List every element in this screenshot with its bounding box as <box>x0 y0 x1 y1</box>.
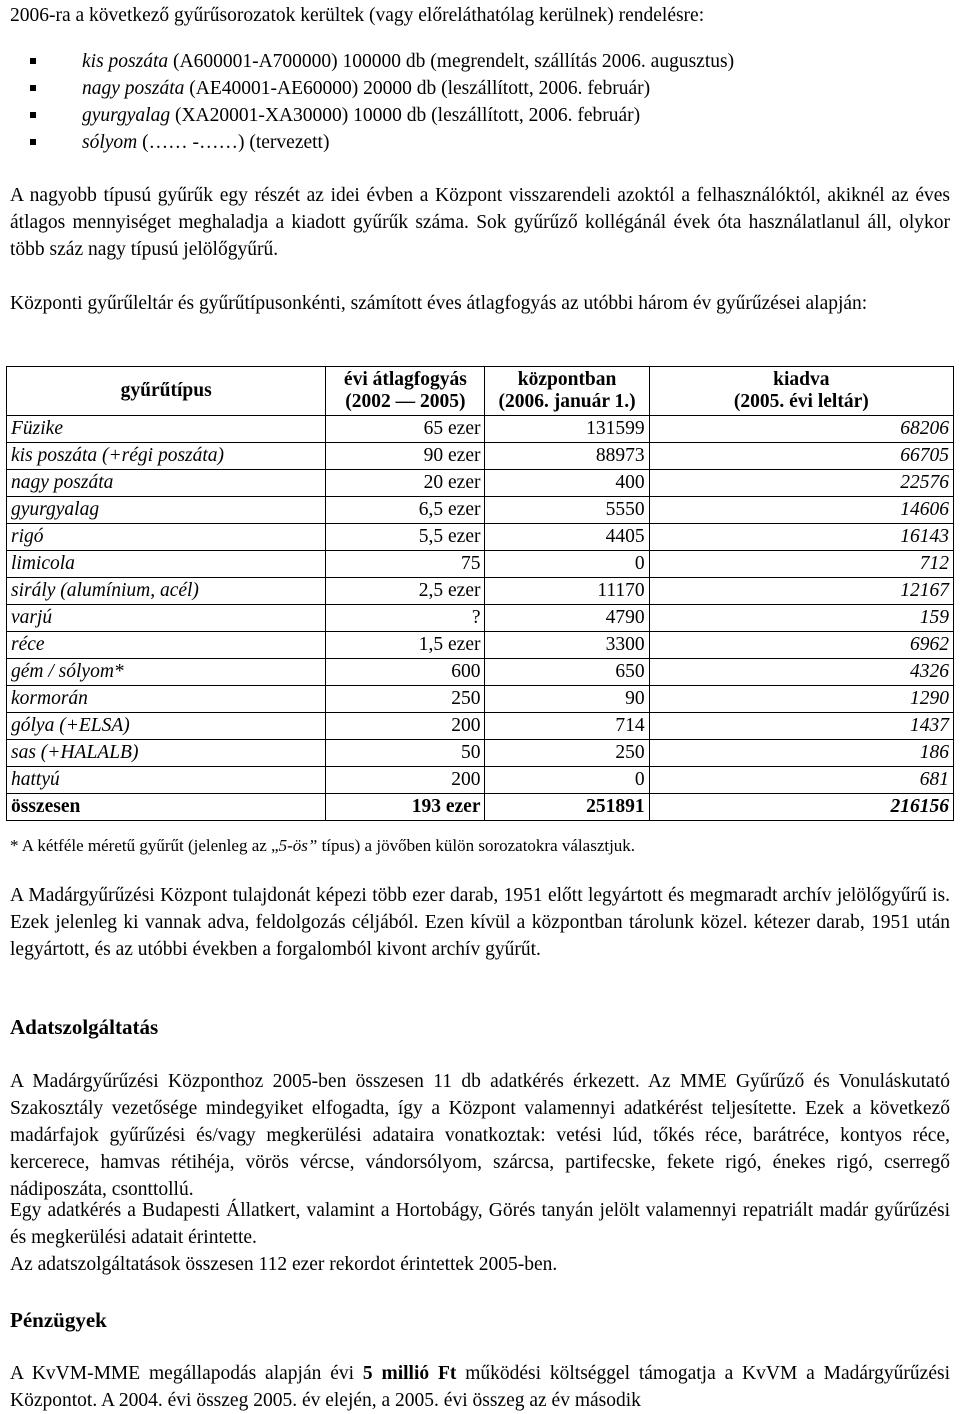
table-row <box>7 740 954 767</box>
cell-ring-type: sirály (alumínium, acél) <box>7 578 326 605</box>
species-name: kis poszáta <box>82 51 169 72</box>
cell-in-centre: 0 <box>485 551 649 578</box>
cell-issued: 4326 <box>649 659 953 686</box>
cell-issued: 159 <box>649 605 953 632</box>
cell-in-centre: 650 <box>485 659 649 686</box>
list-item <box>30 75 734 102</box>
cell-annual-consumption: 50 <box>326 740 485 767</box>
table-row <box>7 551 954 578</box>
header-ring-type: gyűrűtípus <box>7 367 326 416</box>
header-issued: kiadva (2005. évi leltár) <box>649 367 953 416</box>
cell-issued: 1290 <box>649 686 953 713</box>
table-row <box>7 497 954 524</box>
paragraph-archive-rings: A Madárgyűrűzési Központ tulajdonát képezi több ezer darab, 1951 előtt legyártott és megmaradt archív jelölőgyűrű is. Ezek jelenleg ki vannak adva, feldolgozás céljából. Ezen kívül a központban tárolunk közel. kétezer darab, 1951 után legyártott, és az utóbbi években a forgalomból kivont archív gyűrűt. <box>10 885 950 960</box>
cell-ring-type: limicola <box>7 551 326 578</box>
cell-in-centre: 4790 <box>485 605 649 632</box>
cell-issued: 1437 <box>649 713 953 740</box>
cell-annual-consumption: 1,5 ezer <box>326 632 485 659</box>
cell-annual-consumption: 200 <box>326 713 485 740</box>
cell-in-centre: 0 <box>485 767 649 794</box>
cell-ring-type: gólya (+ELSA) <box>7 713 326 740</box>
cell-ring-type: sas (+HALALB) <box>7 740 326 767</box>
paragraph-inventory-intro: Központi gyűrűleltár és gyűrűtípusonkénti, számított éves átlagfogyás az utóbbi három év gyűrűzései alapján: <box>10 293 868 314</box>
cell-in-centre: 90 <box>485 686 649 713</box>
cell-in-centre: 3300 <box>485 632 649 659</box>
cell-annual-consumption: 5,5 ezer <box>326 524 485 551</box>
cell-in-centre: 400 <box>485 470 649 497</box>
cell-issued: 66705 <box>649 443 953 470</box>
cell-in-centre: 5550 <box>485 497 649 524</box>
cell-issued: 22576 <box>649 470 953 497</box>
series-detail: (…… -……) (tervezett) <box>137 132 330 153</box>
list-item <box>30 102 734 129</box>
cell-ring-type: gém / sólyom* <box>7 659 326 686</box>
cell-ring-type: Füzike <box>7 416 326 443</box>
table-row <box>7 659 954 686</box>
total-cell-in-centre: 251891 <box>485 794 649 821</box>
cell-annual-consumption: ? <box>326 605 485 632</box>
cell-issued: 712 <box>649 551 953 578</box>
cell-in-centre: 4405 <box>485 524 649 551</box>
cell-ring-type: rigó <box>7 524 326 551</box>
paragraph-records-total: Az adatszolgáltatások összesen 112 ezer rekordot érintettek 2005-ben. <box>10 1254 558 1275</box>
cell-ring-type: kormorán <box>7 686 326 713</box>
table-row <box>7 686 954 713</box>
table-row <box>7 632 954 659</box>
table-row <box>7 713 954 740</box>
cell-ring-type: réce <box>7 632 326 659</box>
total-cell-issued: 216156 <box>649 794 953 821</box>
cell-ring-type: kis poszáta (+régi poszáta) <box>7 443 326 470</box>
table-header-row <box>7 367 954 416</box>
table-row <box>7 416 954 443</box>
cell-in-centre: 714 <box>485 713 649 740</box>
cell-issued: 14606 <box>649 497 953 524</box>
table-row <box>7 605 954 632</box>
list-item <box>30 48 734 75</box>
species-name: nagy poszáta <box>82 78 185 99</box>
cell-issued: 6962 <box>649 632 953 659</box>
cell-annual-consumption: 75 <box>326 551 485 578</box>
paragraph-ring-recall: A nagyobb típusú gyűrűk egy részét az idei évben a Központ visszarendeli azoktól a felhasználóktól, akiknél az éves átlagos mennyiséget meghaladja a kiadott gyűrűk száma. Sok gyűrűző kollégánál évek óta használatlanul áll, olykor több száz nagy típusú jelölőgyűrű. <box>10 185 950 260</box>
table-row <box>7 578 954 605</box>
cell-annual-consumption: 90 ezer <box>326 443 485 470</box>
paragraph-data-requests: A Madárgyűrűzési Központhoz 2005-ben összesen 11 db adatkérés érkezett. Az MME Gyűrűző és Vonuláskutató Szakosztály vezetősége mindegyiket elfogadta, így a Központ valamennyi adatkérést teljesítette. Ezek a következő madárfajok gyűrűzési és/vagy megkerülési adataira vonatkoztak: vetési lúd, tőkés réce, barátréce, kontyos réce, kercerece, hamvas rétihéja, vörös vércse, vándorsólyom, szárcsa, partifecske, fekete rigó, énekes rigó, cserregő nádiposzáta, csonttollú. <box>10 1071 950 1200</box>
intro-text: 2006-ra a következő gyűrűsorozatok kerültek (vagy előreláthatólag kerülnek) rendelésre: <box>10 5 705 26</box>
table-footnote: * A kétféle méretű gyűrűt (jelenleg az „5-ös” típus) a jövőben külön sorozatokra választjuk. <box>10 836 636 855</box>
cell-issued: 186 <box>649 740 953 767</box>
header-in-centre: központban (2006. január 1.) <box>485 367 649 416</box>
cell-ring-type: hattyú <box>7 767 326 794</box>
heading-data-service: Adatszolgáltatás <box>10 1015 159 1039</box>
ring-series-list <box>30 48 734 156</box>
cell-issued: 16143 <box>649 524 953 551</box>
series-detail: (XA20001-XA30000) 10000 db (leszállított, 2006. február) <box>170 105 641 126</box>
cell-in-centre: 131599 <box>485 416 649 443</box>
table-total-row <box>7 794 954 821</box>
header-annual-consumption: évi átlagfogyás (2002 — 2005) <box>326 367 485 416</box>
cell-annual-consumption: 20 ezer <box>326 470 485 497</box>
list-item <box>30 129 734 156</box>
cell-issued: 12167 <box>649 578 953 605</box>
series-detail: (AE40001-AE60000) 20000 db (leszállított, 2006. február) <box>184 78 651 99</box>
paragraph-zoo-request: Egy adatkérés a Budapesti Állatkert, valamint a Hortobágy, Görés tanyán jelölt valamennyi repatriált madár gyűrűzési és megkerülési adatait érintette. <box>10 1200 950 1248</box>
heading-finances: Pénzügyek <box>10 1308 107 1332</box>
cell-issued: 68206 <box>649 416 953 443</box>
cell-annual-consumption: 250 <box>326 686 485 713</box>
cell-issued: 681 <box>649 767 953 794</box>
table-row <box>7 443 954 470</box>
cell-in-centre: 88973 <box>485 443 649 470</box>
species-name: sólyom <box>82 132 138 153</box>
paragraph-funding: A KvVM-MME megállapodás alapján évi 5 millió Ft működési költséggel támogatja a KvVM a Madárgyűrűzési Központot. A 2004. évi összeg 2005. év elején, a 2005. évi összeg az év második <box>10 1363 950 1411</box>
cell-in-centre: 11170 <box>485 578 649 605</box>
cell-annual-consumption: 65 ezer <box>326 416 485 443</box>
ring-inventory-table <box>6 366 954 821</box>
table-row <box>7 470 954 497</box>
cell-ring-type: nagy poszáta <box>7 470 326 497</box>
table-row <box>7 767 954 794</box>
cell-in-centre: 250 <box>485 740 649 767</box>
cell-annual-consumption: 200 <box>326 767 485 794</box>
table-row <box>7 524 954 551</box>
total-cell-ring-type: összesen <box>7 794 326 821</box>
cell-annual-consumption: 600 <box>326 659 485 686</box>
total-cell-annual-consumption: 193 ezer <box>326 794 485 821</box>
cell-annual-consumption: 6,5 ezer <box>326 497 485 524</box>
series-detail: (A600001-A700000) 100000 db (megrendelt, szállítás 2006. augusztus) <box>168 51 735 72</box>
species-name: gyurgyalag <box>82 105 171 126</box>
cell-ring-type: varjú <box>7 605 326 632</box>
cell-annual-consumption: 2,5 ezer <box>326 578 485 605</box>
cell-ring-type: gyurgyalag <box>7 497 326 524</box>
